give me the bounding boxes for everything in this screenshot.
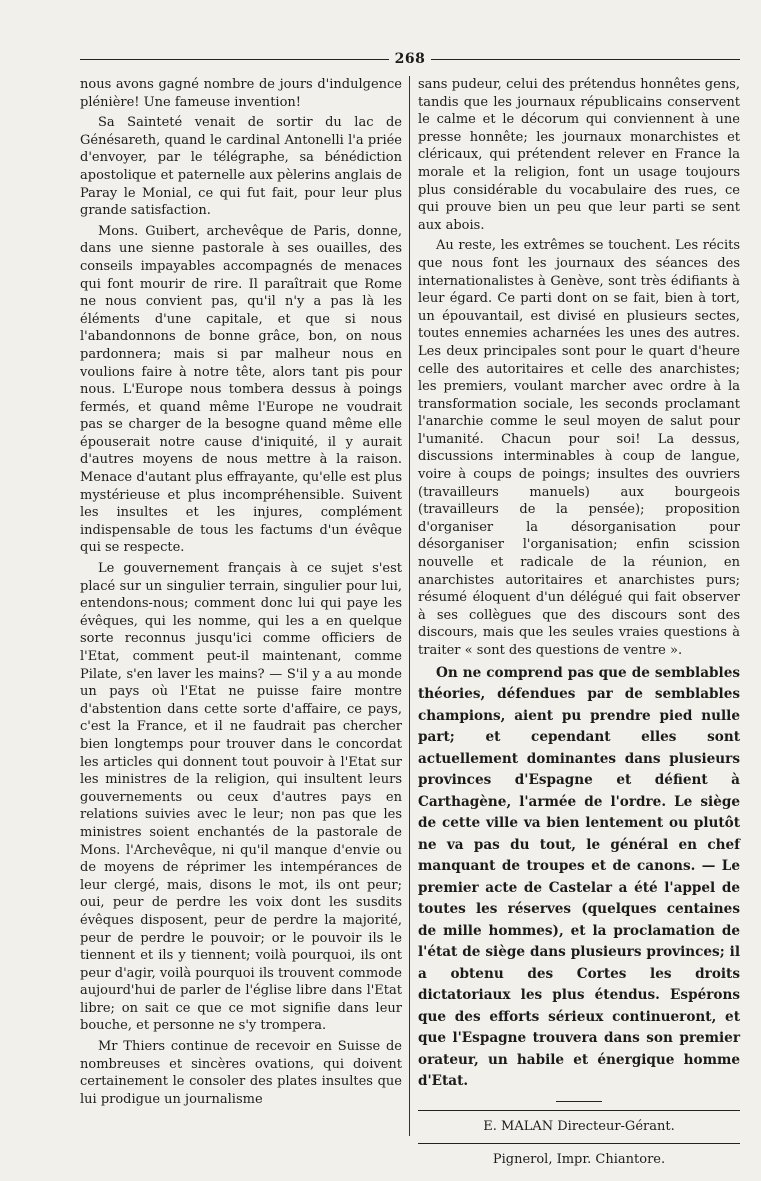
paragraph: nous avons gagné nombre de jours d'indulgence plénière! Une fameuse invention! (80, 77, 402, 110)
column-divider (409, 76, 410, 1136)
paragraph: Le gouvernement français à ce sujet s'est placé sur un singulier terrain, singulier pour lui, entendons-nous; comment donc lui qui paye les évêques, qui les nomme, qui les a en quelque sorte reconnus jusqu'ici comme officiers de l'Etat, comment peut-il maintenant, comme Pilate, s'en laver les mains? — S'il y a au monde un pays où l'Etat ne puisse faire montre d'abstention dans cette sorte d'affaire, ce pays, c'est la France, et il ne faudrait pas chercher bien longtemps pour trouver dans le concordat les articles qui donnent tout pouvoir à l'Etat sur les ministres de la religion, qui insultent leurs gouvernements ou ceux d'autres pays en relations suivies avec le leur; non pas que les ministres soient enchantés de la pastorale de Mons. l'Archevêque, ni qu'il manque d'envie ou de moyens de réprimer les intempérances de leur clergé, mais, disons le mot, ils ont peur; oui, peur de perdre les voix dont les susdits évêques disposent, peur de perdre la majorité, peur de perdre le pouvoir; or le pouvoir ils le tiennent et ils y tiennent; voilà pourquoi, ils ont peur d'agir, voilà pourquoi ils trouvent commode aujourd'hui de parler de l'église libre dans l'Etat libre; on sait ce que ce mot signifie dans leur bouche, et personne ne s'y trompera. (80, 561, 402, 1034)
page-number: 268 (394, 51, 426, 67)
page-header (80, 48, 740, 70)
left-column (80, 76, 402, 1111)
signature-rule-top (418, 1110, 740, 1111)
header-rule-left (80, 59, 389, 60)
signature-rule-bottom (418, 1143, 740, 1144)
paragraph: sans pudeur, celui des prétendus honnêtes gens, tandis que les journaux républicains conservent le calme et le décorum qui conviennent à une presse honnête; les journaux monarchistes et cléricaux, qui prétendent relever en France la morale et la religion, font un usage toujours plus considérable du vocabulaire des rues, ce qui prouve bien un peu que leur parti se sent aux abois. (418, 77, 740, 233)
right-column (418, 76, 740, 1170)
paragraph: Mons. Guibert, archevêque de Paris, donne, dans une sienne pastorale à ses ouailles, des conseils impayables accompagnés de menaces qui font mourir de rire. Il paraîtrait que Rome ne nous convient pas, qu'il n'y a pas là les éléments d'une capitale, et que si nous l'abandonnons de bonne grâce, bon, on nous pardonnera; mais si par malheur nous en voulions faire à notre tête, alors tant pis pour nous. L'Europe nous tombera dessus à poings fermés, et quand même l'Europe ne voudrait pas se charger de la besogne quand même elle épouserait notre cause d'iniquité, il y aurait d'autres moyens de nous mettre à la raison. Menace d'autant plus effrayante, qu'elle est plus mystérieuse et plus incompréhensible. Suivent les insultes et les injures, complément indispensable de tous les factums d'un évêque qui se respecte. (80, 223, 402, 556)
paragraph: On ne comprend pas que de semblables théories, défendues par de semblables champions, aient pu prendre pied nulle part; et cependant elles sont actuellement dominantes dans plusieurs provinces d'Espagne et défient à Carthagène, l'armée de l'ordre. Le siège de cette ville va bien lentement ou plutôt ne va pas du tout, le général en chef manquant de troupes et de canons. — Le premier acte de Castelar a été l'appel de toutes les réserves (quelques centaines de mille hommes), et la proclamation de l'état de siège dans plusieurs provinces; il a obtenu des Cortes les droits dictatoriaux les plus étendus. Espérons que des efforts sérieux continueront, et que l'Espagne trouvera dans son premier orateur, un habile et énergique homme d'Etat. (418, 664, 740, 1090)
paragraph: Sa Sainteté venait de sortir du lac de Génésareth, quand le cardinal Antonelli l'a priée d'envoyer, par le télégraphe, sa bénédiction apostolique et paternelle aux pèlerins anglais de Paray le Monial, ce qui fut fait, pour leur plus grande satisfaction. (80, 115, 402, 219)
paragraph: Mr Thiers continue de recevoir en Suisse de nombreuses et sincères ovations, qui doivent certainement le consoler des plates insultes que lui prodigue un journalisme (80, 1039, 402, 1107)
paragraph: Au reste, les extrêmes se touchent. Les récits que nous font les journaux des séances des internationalistes à Genève, sont très édifiants à leur égard. Ce parti dont on se fait, bien à tort, un épouvantail, est divisé en plusieurs sectes, toutes ennemies acharnées les unes des autres. Les deux principales sont pour le quart d'heure celle des autoritaires et celle des anarchistes; les premiers, voulant marcher avec ordre à la transformation sociale, les seconds proclamant l'anarchie comme le seul moyen de salut pour l'umanité. Chacun pour soi! La dessus, discussions interminables à coup de langue, voire à coups de poings; insultes des ouvriers (travailleurs manuels) aux bourgeois (travailleurs de la pensée); proposition d'organiser la désorganisation pour désorganiser l'organisation; enfin scission nouvelle et radicale de la réunion, en anarchistes autoritaires et anarchistes purs; résumé éloquent d'un délégué qui fait observer à ses collègues que des discours sont des discours, mais que les seules vraies questions à traiter « sont des questions de ventre ». (418, 238, 740, 658)
printer-line: Pignerol, Impr. Chiantore. (492, 1151, 666, 1167)
editor-signature: E. MALAN Directeur-Gérant. (483, 1118, 675, 1134)
header-rule-right (431, 59, 740, 60)
section-separator (556, 1101, 602, 1102)
